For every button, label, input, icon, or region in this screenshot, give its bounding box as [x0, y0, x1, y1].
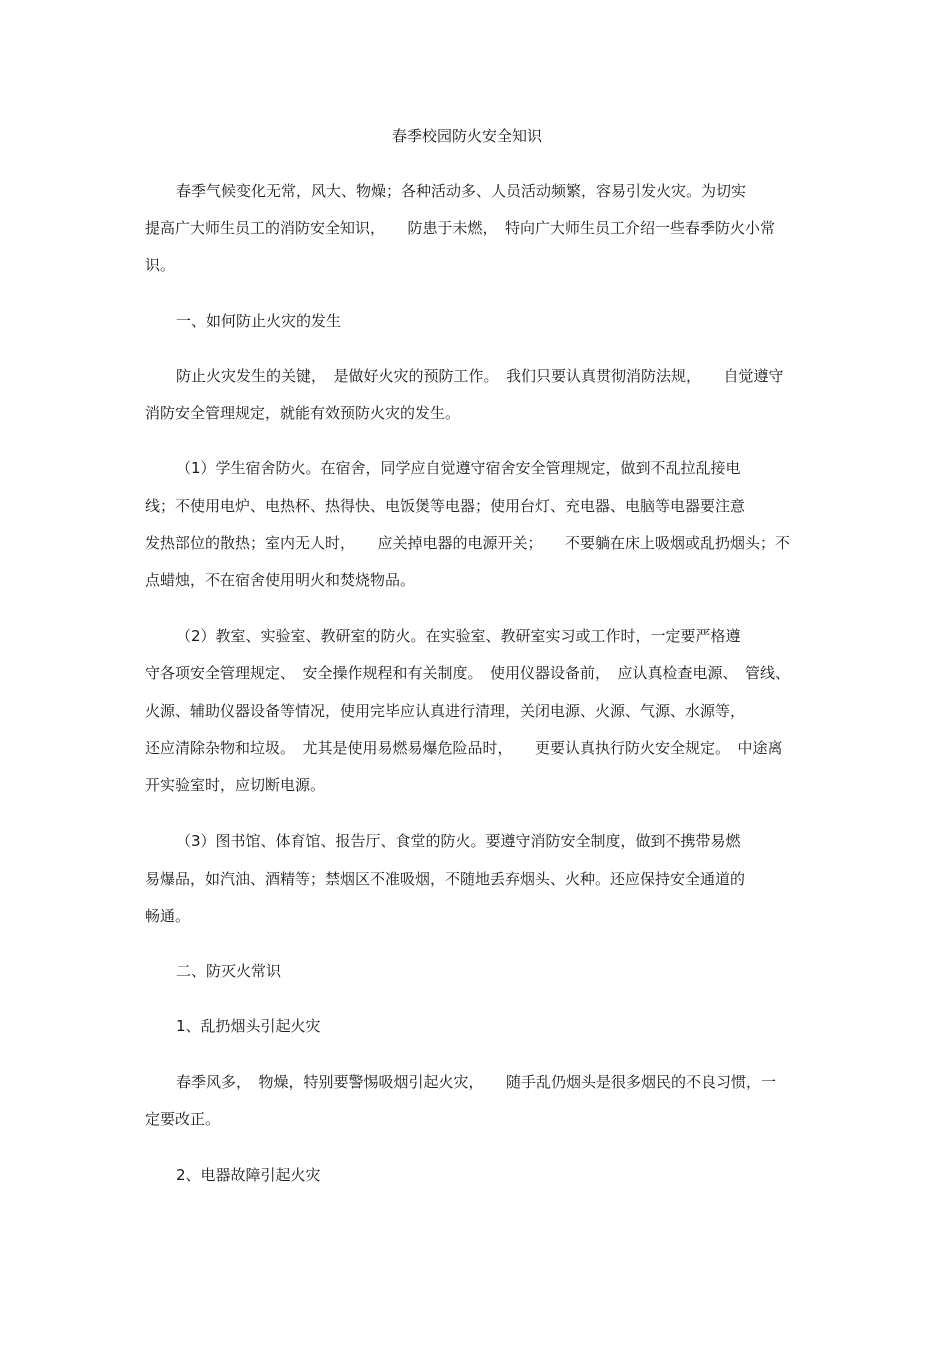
subsection-heading: 1、乱扔烟头引起火灾	[176, 1017, 321, 1035]
paragraph-line: 守各项安全管理规定、 安全操作规程和有关制度。 使用仪器设备前， 应认真检查电源、 管线、	[145, 664, 791, 682]
paragraph-line: 春季风多， 物燥，特别要警惕吸烟引起火灾， 随手乱仍烟头是很多烟民的不良习惯，一	[176, 1073, 777, 1091]
paragraph-line: （2）教室、实验室、教研室的防火。在实验室、教研室实习或工作时，一定要严格遵	[176, 627, 741, 645]
paragraph-line: 识。	[145, 256, 176, 274]
paragraph-line: （1）学生宿舍防火。在宿舍，同学应自觉遵守宿舍安全管理规定，做到不乱拉乱接电	[176, 459, 741, 477]
document-title: 春季校园防火安全知识	[392, 127, 543, 145]
paragraph-line: （3）图书馆、体育馆、报告厅、食堂的防火。要遵守消防安全制度，做到不携带易燃	[176, 832, 741, 850]
section-heading: 二、防灭火常识	[176, 962, 282, 980]
paragraph-line: 定要改正。	[145, 1110, 221, 1128]
paragraph-line: 畅通。	[145, 907, 191, 925]
paragraph-line: 火源、辅助仪器设备等情况，使用完毕应认真进行清理，关闭电源、火源、气源、水源等，	[145, 702, 746, 720]
paragraph-line: 点蜡烛，不在宿舍使用明火和焚烧物品。	[145, 571, 416, 589]
paragraph-line: 线；不使用电炉、电热杯、热得快、电饭煲等电器；使用台灯、充电器、电脑等电器要注意	[145, 497, 746, 515]
paragraph-line: 春季气候变化无常，风大、物燥；各种活动多、人员活动频繁，容易引发火灾。为切实	[176, 182, 747, 200]
paragraph-line: 消防安全管理规定，就能有效预防火灾的发生。	[145, 404, 461, 422]
paragraph-line: 提高广大师生员工的消防安全知识， 防患于未燃， 特向广大师生员工介绍一些春季防火小常	[145, 219, 776, 237]
subsection-heading: 2、电器故障引起火灾	[176, 1166, 321, 1184]
paragraph-line: 易爆品，如汽油、酒精等；禁烟区不准吸烟，不随地丢弃烟头、火种。还应保持安全通道的	[145, 870, 746, 888]
paragraph-line: 发热部位的散热；室内无人时， 应关掉电器的电源开关； 不要躺在床上吸烟或乱扔烟头；不	[145, 534, 791, 552]
paragraph-line: 开实验室时，应切断电源。	[145, 776, 326, 794]
paragraph-line: 还应清除杂物和垃圾。 尤其是使用易燃易爆危险品时， 更要认真执行防火安全规定。 中途离	[145, 739, 783, 757]
section-heading: 一、如何防止火灾的发生	[176, 312, 342, 330]
paragraph-line: 防止火灾发生的关键， 是做好火灾的预防工作。 我们只要认真贯彻消防法规， 自觉遵守	[176, 367, 784, 385]
